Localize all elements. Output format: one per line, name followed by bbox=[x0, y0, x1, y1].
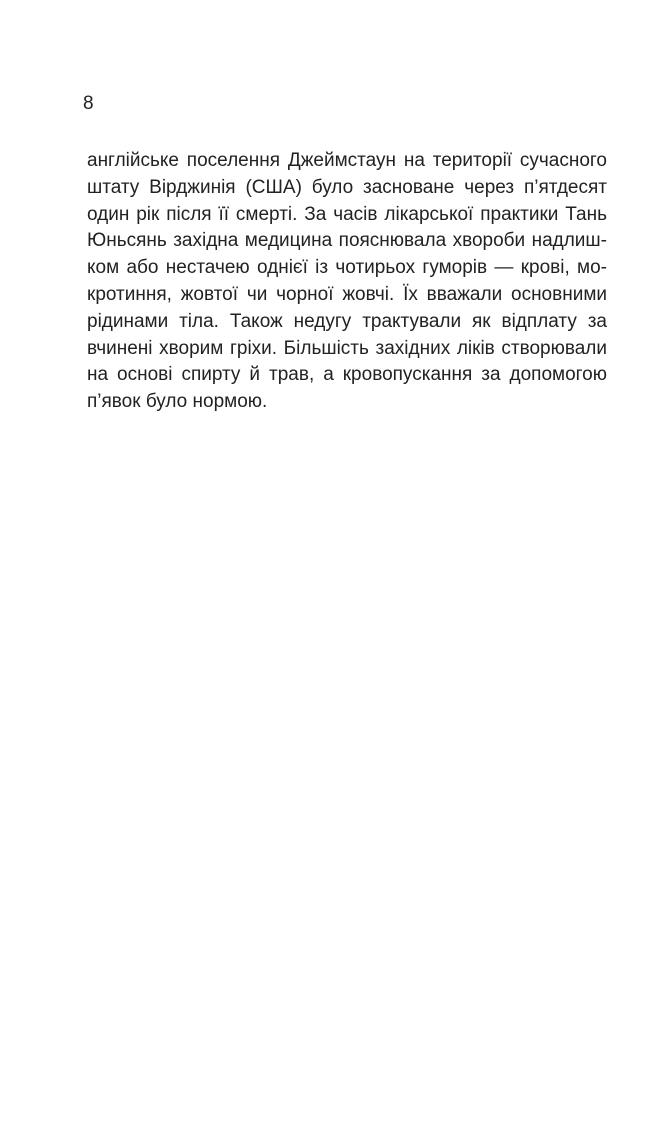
text-line: кротиння, жовтої чи чорної жовчі. Їх вважали основними bbox=[87, 283, 607, 305]
text-line: рідинами тіла. Також недугу трактували як відплату за bbox=[87, 310, 607, 332]
text-line: англійське поселення Джеймстаун на території сучасного bbox=[87, 150, 607, 171]
text-line: штату Вірджинія (США) було засноване через п’ятдесят bbox=[87, 176, 607, 198]
text-line: п’явок було нормою. bbox=[87, 391, 268, 413]
page-number: 8 bbox=[83, 93, 94, 114]
text-line: ком або нестачею однієї із чотирьох гуморів — крові, мо- bbox=[87, 257, 607, 279]
text-line: один рік після її смерті. За часів лікарської практики Тань bbox=[87, 203, 607, 225]
body-paragraph bbox=[87, 148, 607, 416]
text-line: Юньсянь західна медицина пояснювала хвороби надлиш- bbox=[87, 230, 607, 252]
text-line: на основі спирту й трав, а кровопускання за допомогою bbox=[87, 364, 607, 386]
text-line: вчинені хворим гріхи. Більшість західних ліків створювали bbox=[87, 337, 607, 359]
